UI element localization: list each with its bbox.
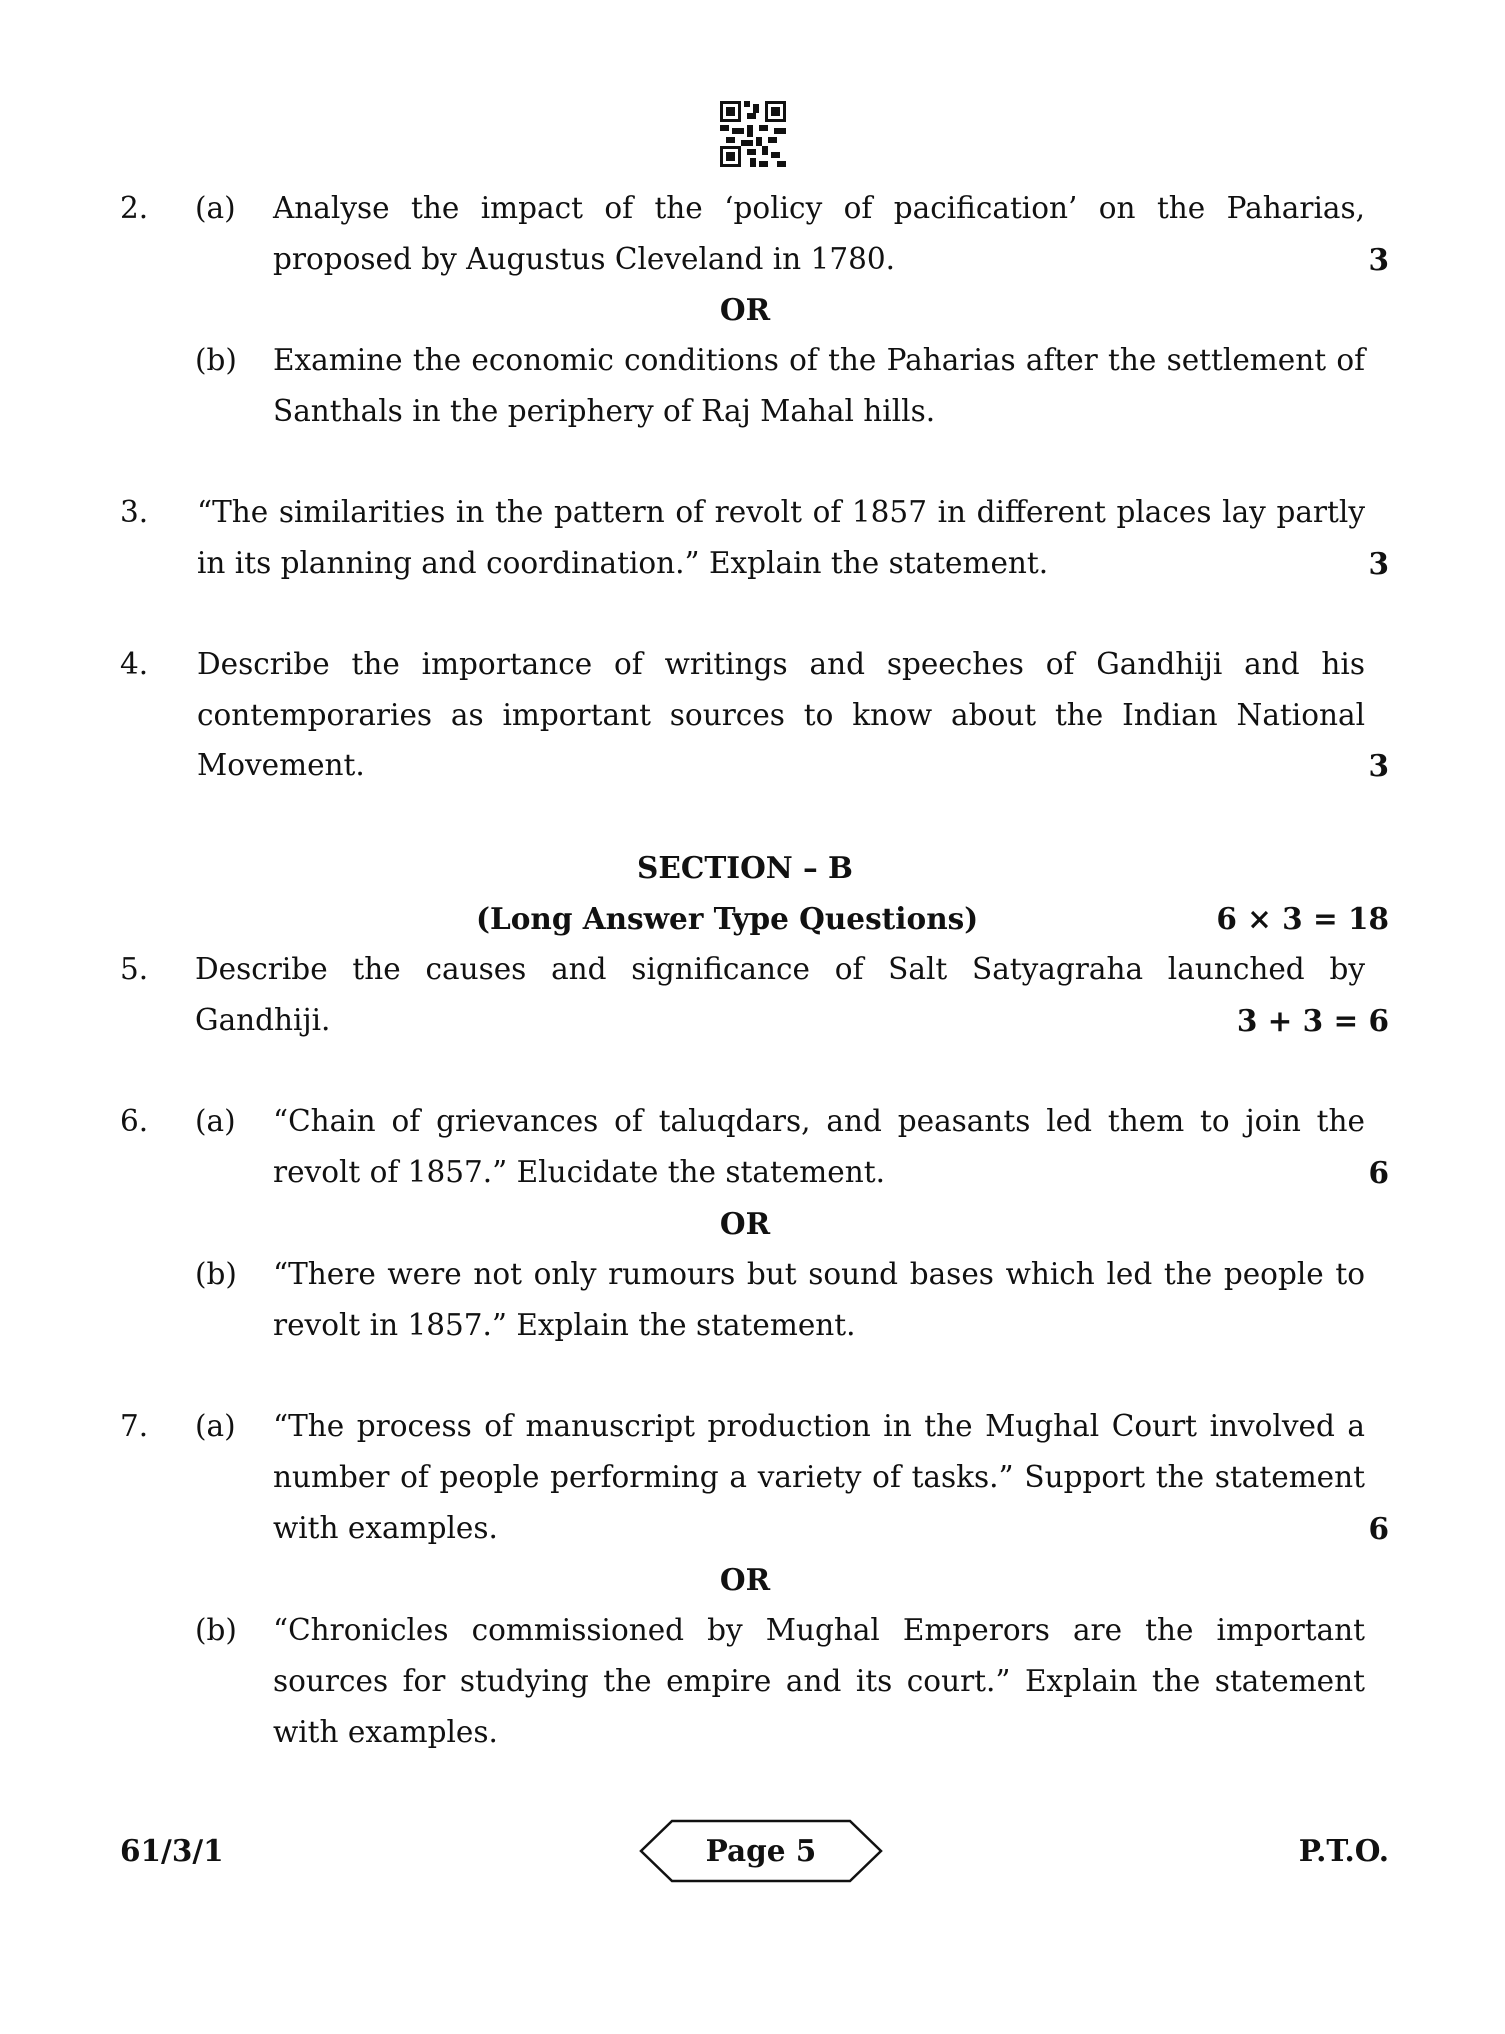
question-text: “The process of manuscript production in the Mughal Court involved a: [273, 1409, 1365, 1443]
question-number: 3.: [120, 495, 149, 529]
question-number: 4.: [120, 647, 149, 681]
marks: 3: [1368, 546, 1389, 581]
or-divider: OR: [719, 1206, 771, 1241]
part-label: (b): [195, 343, 237, 377]
question-text: sources for studying the empire and its court.” Explain the statement: [273, 1664, 1365, 1698]
question-text: revolt of 1857.” Elucidate the statement.: [273, 1155, 885, 1189]
question-number: 7.: [120, 1409, 149, 1443]
marks: 6: [1368, 1155, 1389, 1190]
qr-code-icon: [720, 100, 786, 168]
question-number: 5.: [120, 952, 149, 986]
section-subtitle: (Long Answer Type Questions): [476, 901, 979, 936]
marks: 3: [1368, 242, 1389, 277]
part-label: (a): [195, 1104, 236, 1138]
question-text: revolt in 1857.” Explain the statement.: [273, 1308, 856, 1342]
question-text: Describe the causes and significance of Salt Satyagraha launched by: [195, 952, 1365, 986]
question-text: with examples.: [273, 1715, 498, 1749]
question-text: “Chronicles commissioned by Mughal Emperors are the important: [273, 1613, 1365, 1647]
question-text: “Chain of grievances of taluqdars, and peasants led them to join the: [273, 1104, 1365, 1138]
question-number: 2.: [120, 191, 149, 225]
question-text: number of people performing a variety of tasks.” Support the statement: [273, 1460, 1365, 1494]
or-divider: OR: [719, 292, 771, 327]
question-text: “There were not only rumours but sound bases which led the people to: [273, 1257, 1365, 1291]
question-text: Describe the importance of writings and speeches of Gandhiji and his: [197, 647, 1365, 681]
page-number: Page 5: [705, 1833, 817, 1868]
part-label: (b): [195, 1613, 237, 1647]
question-text: contemporaries as important sources to know about the Indian National: [197, 698, 1365, 732]
question-text: in its planning and coordination.” Explain the statement.: [197, 546, 1049, 580]
marks: 3 + 3 = 6: [1236, 1003, 1389, 1038]
part-label: (a): [195, 191, 236, 225]
pto-label: P.T.O.: [1298, 1833, 1389, 1868]
question-text: Movement.: [197, 748, 365, 782]
question-text: with examples.: [273, 1511, 498, 1545]
question-text: Examine the economic conditions of the Paharias after the settlement of: [273, 343, 1365, 377]
section-marks: 6 × 3 = 18: [1216, 901, 1389, 936]
section-title: SECTION – B: [637, 850, 853, 885]
marks: 6: [1368, 1511, 1389, 1546]
page-number-badge: [638, 1818, 884, 1884]
question-text: “The similarities in the pattern of revolt of 1857 in different places lay partly: [197, 495, 1365, 529]
question-text: proposed by Augustus Cleveland in 1780.: [273, 242, 896, 276]
part-label: (b): [195, 1257, 237, 1291]
question-text: Gandhiji.: [195, 1003, 331, 1037]
part-label: (a): [195, 1409, 236, 1443]
marks: 3: [1368, 748, 1389, 783]
question-text: Analyse the impact of the ‘policy of pacification’ on the Paharias,: [273, 191, 1365, 225]
question-number: 6.: [120, 1104, 149, 1138]
question-text: Santhals in the periphery of Raj Mahal hills.: [273, 394, 936, 428]
or-divider: OR: [719, 1562, 771, 1597]
paper-code: 61/3/1: [120, 1833, 224, 1868]
